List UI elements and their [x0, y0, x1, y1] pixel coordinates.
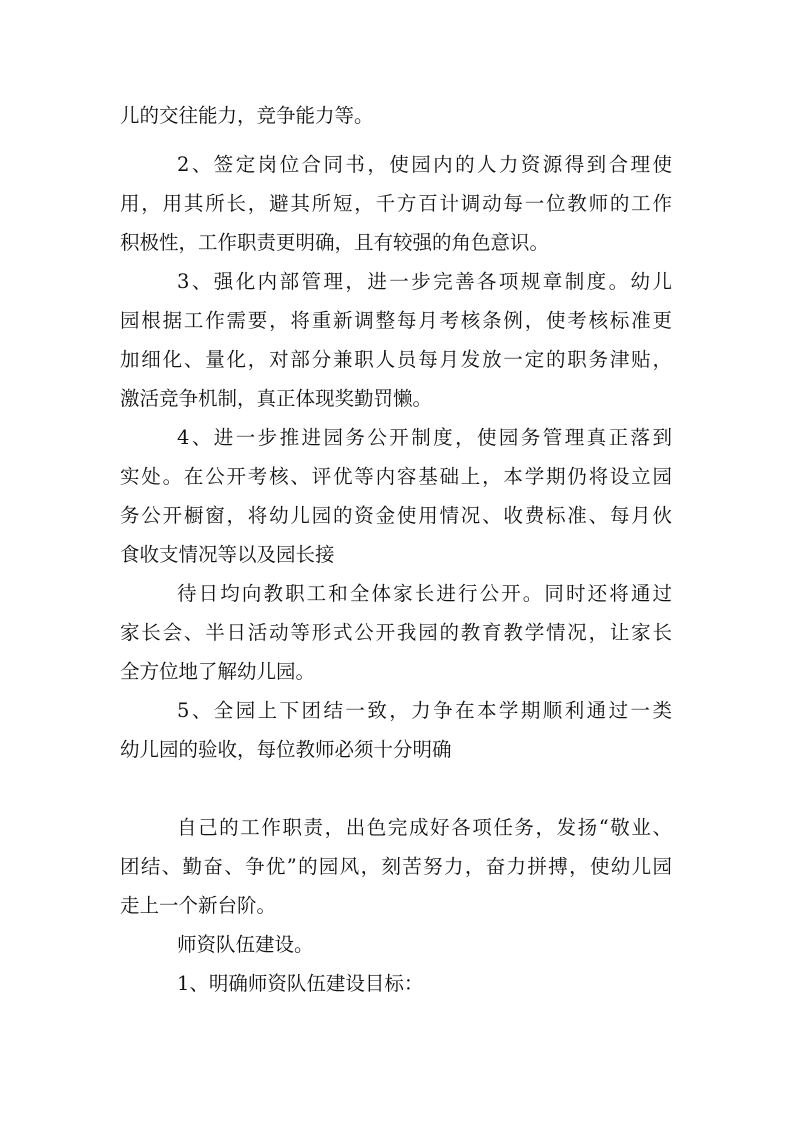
text-line: 积极性，工作职责更明确，且有较强的角色意识。 — [120, 231, 550, 254]
text-line: 2、签定岗位合同书，使园内的人力资源得到合理使 — [177, 153, 672, 176]
text-line: 儿的交往能力，竞争能力等。 — [120, 104, 374, 127]
text-line: 家长会、半日活动等形式公开我园的教育教学情况，让家长 — [120, 621, 672, 644]
text-line: 激活竞争机制，真正体现奖勤罚懒。 — [120, 387, 433, 410]
text-line: 4、进一步推进园务公开制度，使园务管理真正落到 — [177, 426, 672, 449]
text-line: 3、强化内部管理，进一步完善各项规章制度。幼儿 — [177, 270, 672, 293]
text-line: 自己的工作职责，出色完成好各项任务，发扬“敬业、 — [177, 816, 672, 839]
text-line: 用，用其所长，避其所短，千方百计调动每一位教师的工作 — [120, 192, 672, 215]
text-line: 团结、勤奋、争优”的园风，刻苦努力，奋力拼搏，使幼儿园 — [120, 855, 672, 878]
text-line: 幼儿园的验收，每位教师必须十分明确 — [120, 738, 452, 761]
text-line: 食收支情况等以及园长接 — [120, 543, 335, 566]
text-line: 全方位地了解幼儿园。 — [120, 660, 316, 683]
text-line: 5、全园上下团结一致，力争在本学期顺利通过一类 — [177, 699, 672, 722]
text-line: 务公开橱窗，将幼儿园的资金使用情况、收费标准、每月伙 — [120, 504, 672, 527]
text-line: 走上一个新台阶。 — [120, 894, 277, 917]
text-line: 园根据工作需要，将重新调整每月考核条例，使考核标准更 — [120, 309, 672, 332]
text-line: 实处。在公开考核、评优等内容基础上，本学期仍将设立园 — [120, 465, 672, 488]
text-line: 待日均向教职工和全体家长进行公开。同时还将通过 — [177, 582, 672, 605]
text-line: 师资队伍建设。 — [177, 933, 314, 956]
text-line: 加细化、量化，对部分兼职人员每月发放一定的职务津贴， — [120, 348, 672, 371]
text-line: 1、明确师资队伍建设目标： — [177, 972, 424, 995]
